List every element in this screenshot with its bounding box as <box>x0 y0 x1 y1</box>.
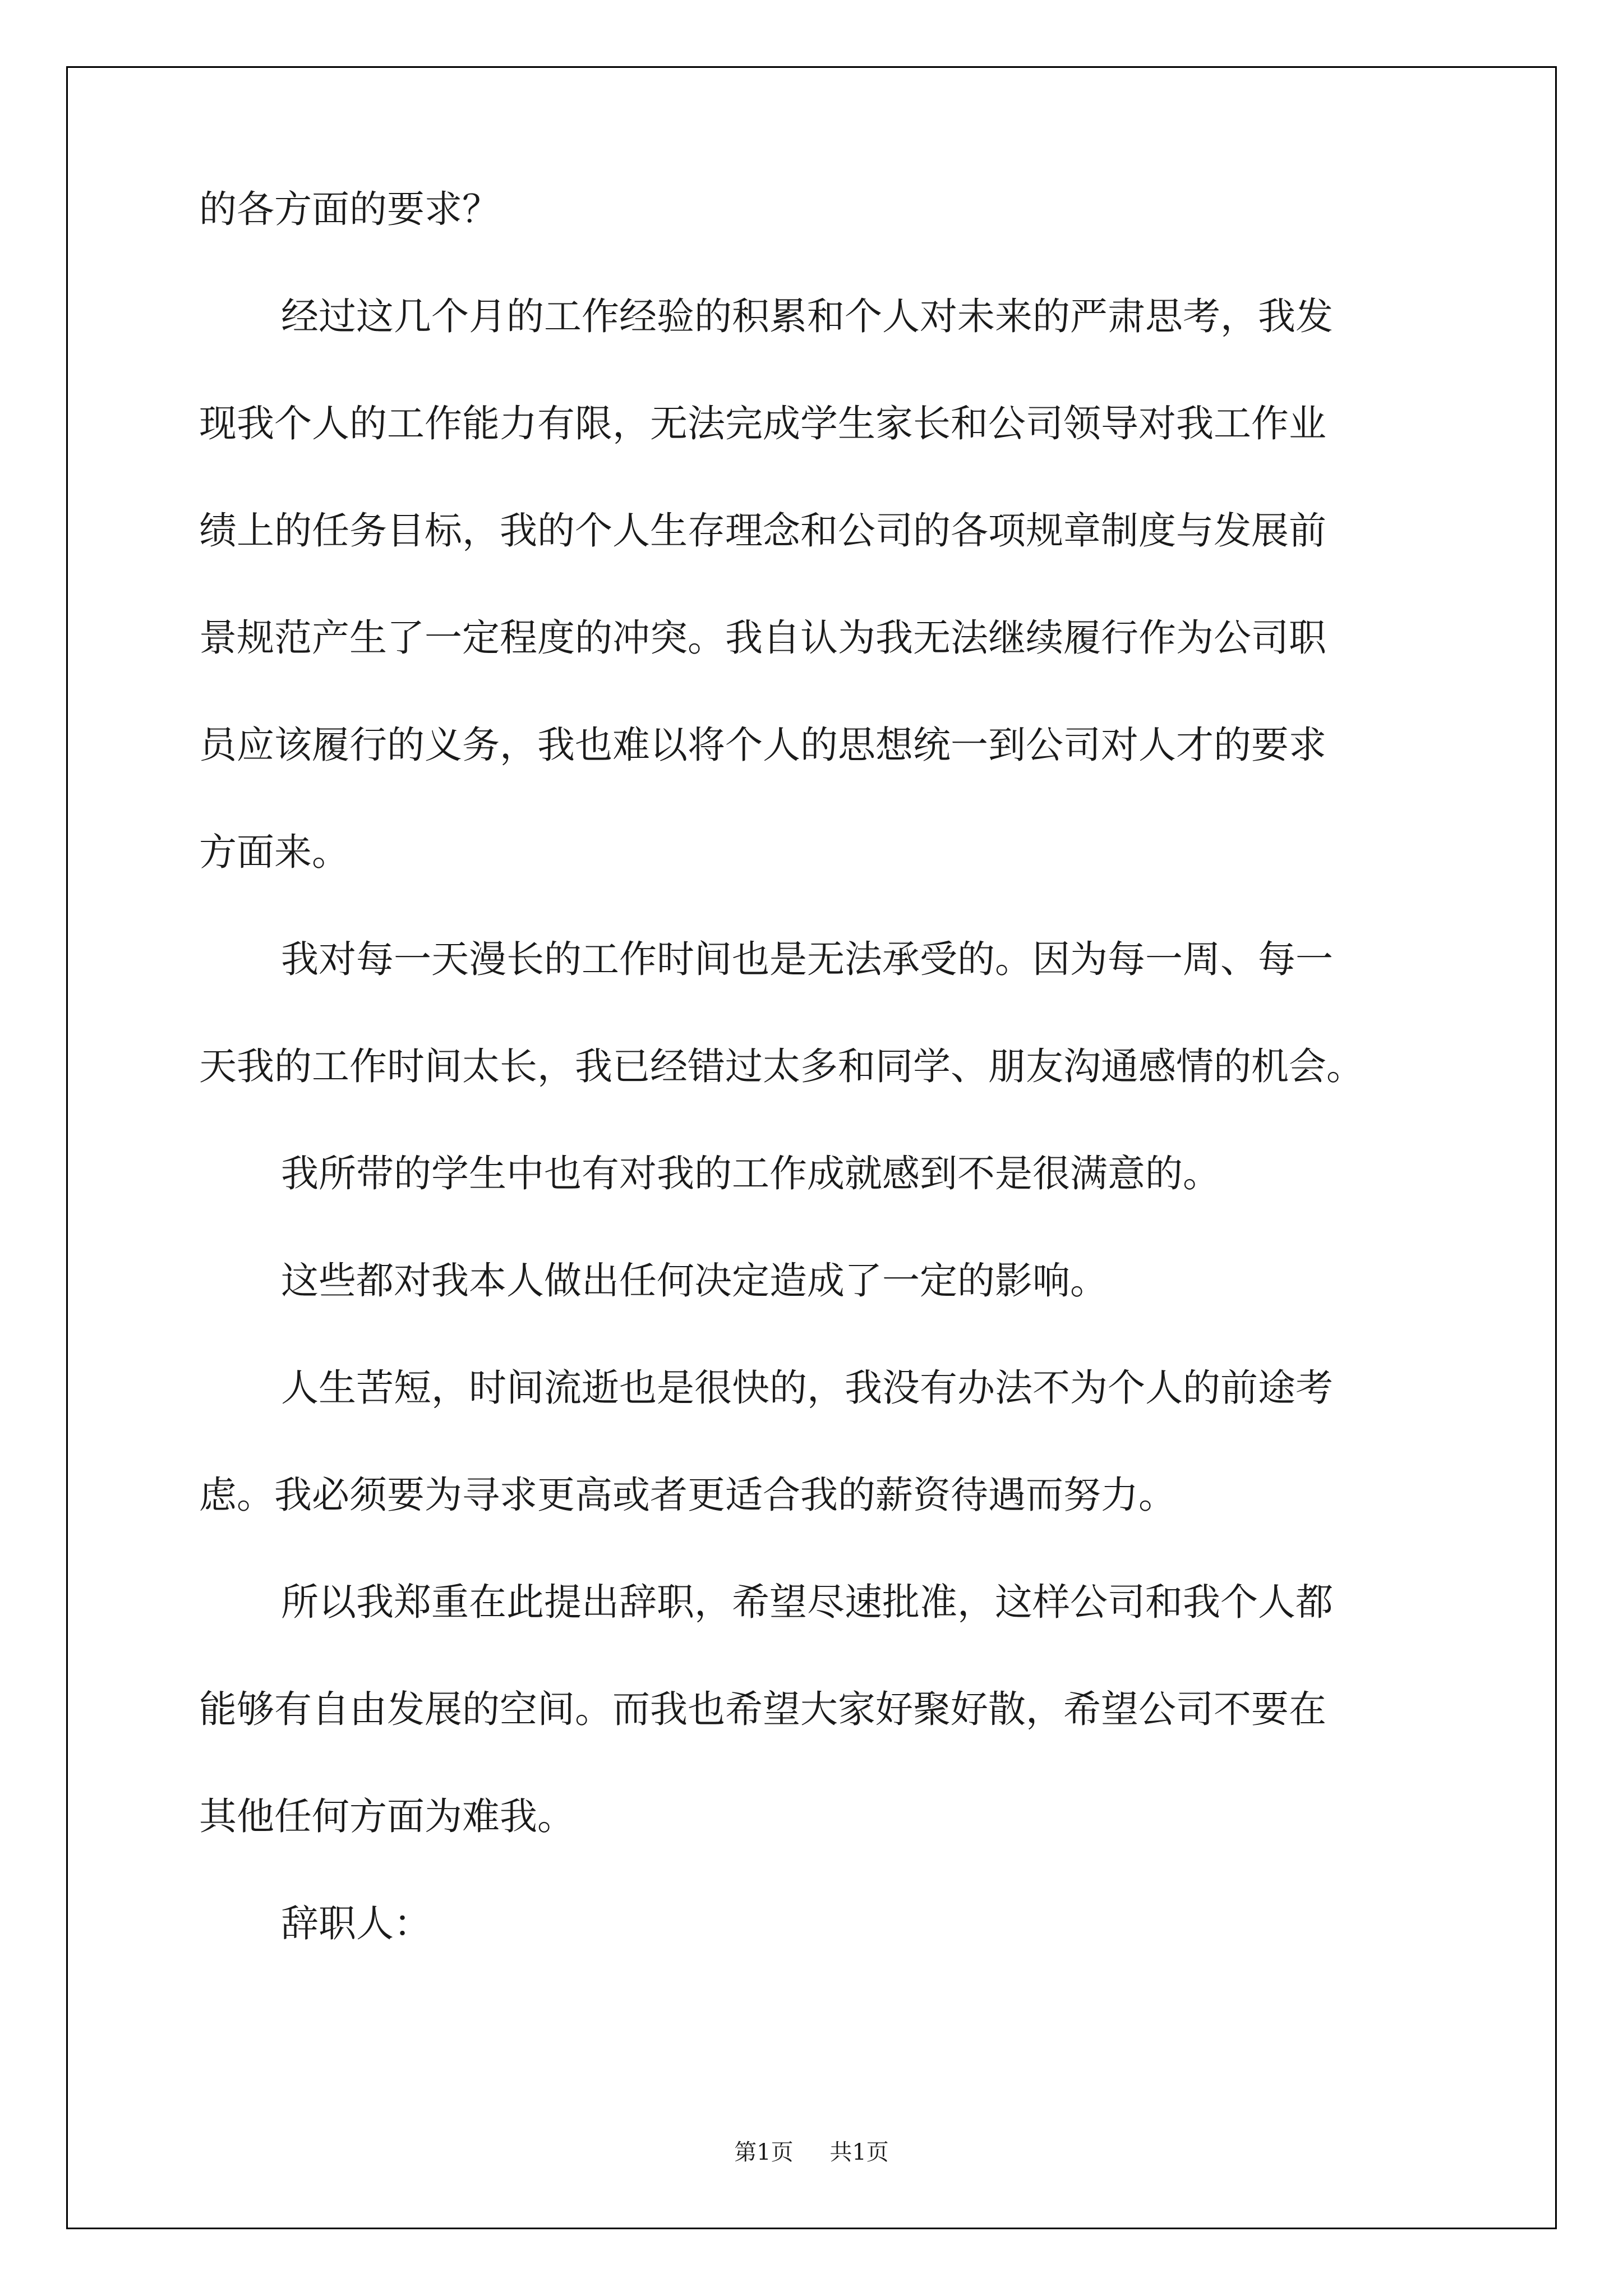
text-line: 天我的工作时间太长，我已经错过太多和同学、朋友沟通感情的机会。 <box>199 1045 1364 1088</box>
text-line: 其他任何方面为难我。 <box>199 1795 575 1838</box>
text-line: 这些都对我本人做出任何决定造成了一定的影响。 <box>281 1259 1108 1303</box>
text-line: 景规范产生了一定程度的冲突。我自认为我无法继续履行作为公司职 <box>199 616 1326 660</box>
text-line: 的各方面的要求？ <box>199 187 500 231</box>
page-footer <box>0 2134 1623 2166</box>
text-line: 所以我郑重在此提出辞职，希望尽速批准，这样公司和我个人都 <box>281 1580 1333 1624</box>
text-line: 现我个人的工作能力有限，无法完成学生家长和公司领导对我工作业 <box>199 402 1326 445</box>
text-line: 我所带的学生中也有对我的工作成就感到不是很满意的。 <box>281 1152 1220 1195</box>
text-line: 能够有自由发展的空间。而我也希望大家好聚好散，希望公司不要在 <box>199 1687 1326 1731</box>
text-line: 方面来。 <box>199 830 349 874</box>
page-number: 第1页 <box>734 2139 794 2165</box>
text-line: 经过这几个月的工作经验的积累和个人对未来的严肃思考，我发 <box>281 295 1333 338</box>
text-line: 虑。我必须要为寻求更高或者更适合我的薪资待遇而努力。 <box>199 1473 1176 1517</box>
text-line: 员应该履行的义务，我也难以将个人的思想统一到公司对人才的要求 <box>199 723 1326 767</box>
text-line: 人生苦短，时间流逝也是很快的，我没有办法不为个人的前途考 <box>281 1366 1333 1410</box>
page-total: 共1页 <box>829 2139 889 2165</box>
text-line: 我对每一天漫长的工作时间也是无法承受的。因为每一周、每一 <box>281 937 1333 981</box>
signature-label: 辞职人： <box>281 1902 431 1945</box>
text-line: 绩上的任务目标，我的个人生存理念和公司的各项规章制度与发展前 <box>199 509 1326 553</box>
